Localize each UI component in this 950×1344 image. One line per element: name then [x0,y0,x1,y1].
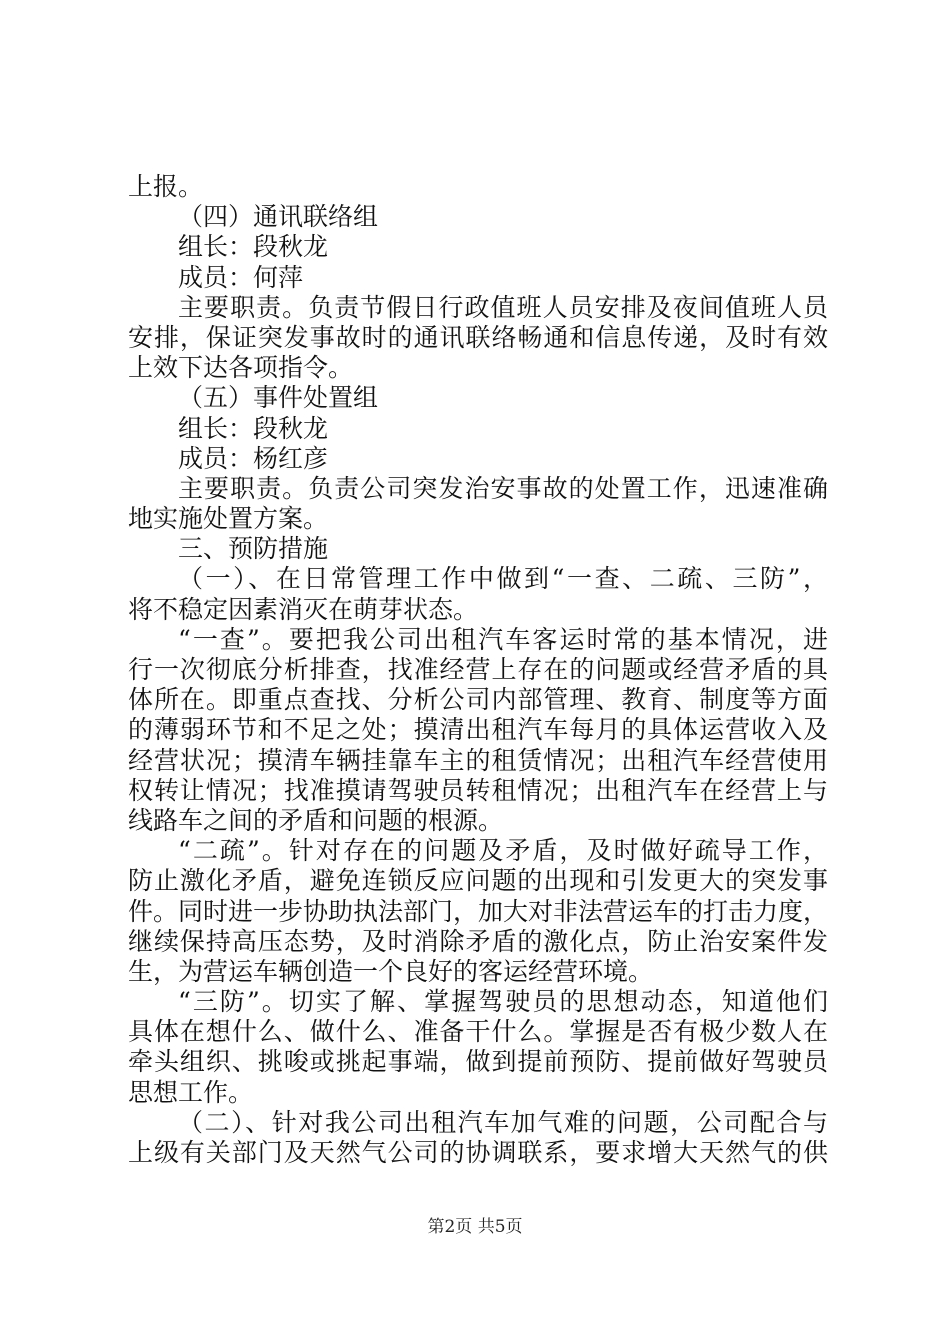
text-line: 牵头组织、挑唆或挑起事端，做到提前预防、提前做好驾驶员 [128,1047,828,1077]
text-line: 行一次彻底分析排查，找准经营上存在的问题或经营矛盾的具 [128,655,828,684]
section-heading: （四）通讯联络组 [178,202,379,232]
text-line: （二）、针对我公司出租汽车加气难的问题，公司配合与 [178,1107,828,1137]
text-line: “一查”。要把我公司出租汽车客运时常的基本情况，进 [178,624,828,654]
page-number-footer: 第2页 共5页 [427,1217,523,1237]
text-line: 安排，保证突发事故时的通讯联络畅通和信息传递，及时有效 [128,322,828,352]
text-line: 上级有关部门及天然气公司的协调联系，要求增大天然气的供 [128,1138,828,1167]
text-line: 地实施处置方案。 [128,504,329,534]
text-line: 成员：杨红彦 [178,443,329,473]
section-heading: （五）事件处置组 [178,383,379,413]
text-line: “二疏”。针对存在的问题及矛盾，及时做好疏导工作， [178,836,828,866]
text-line: 具体在想什么、做什么、准备干什么。掌握是否有极少数人在 [128,1017,828,1047]
text-line: 上效下达各项指令。 [128,353,354,383]
text-line: 线路车之间的矛盾和问题的根源。 [128,805,504,835]
text-line: 主要职责。负责公司突发治安事故的处置工作，迅速准确 [178,473,828,503]
text-line: 将不稳定因素消灭在萌芽状态。 [128,594,479,624]
text-line: 主要职责。负责节假日行政值班人员安排及夜间值班人员 [178,292,828,322]
text-line: 组长：段秋龙 [178,413,329,443]
text-line: 权转让情况；找准摸请驾驶员转租情况；出租汽车在经营上与 [128,775,828,805]
text-line: 防止激化矛盾，避免连锁反应问题的出现和引发更大的突发事 [128,866,828,896]
document-body [128,172,828,1168]
text-line: 上报。 [128,172,204,201]
text-line: 经营状况；摸清车辆挂靠车主的租赁情况；出租汽车经营使用 [128,745,828,775]
text-line: 件。同时进一步协助执法部门，加大对非法营运车的打击力度， [128,896,829,926]
text-line: 体所在。即重点查找、分析公司内部管理、教育、制度等方面 [128,685,828,715]
text-line: 的薄弱环节和不足之处；摸清出租汽车每月的具体运营收入及 [128,715,828,745]
text-line: 组长：段秋龙 [178,232,329,262]
section-heading: 三、预防措施 [178,534,329,564]
text-line: “三防”。切实了解、掌握驾驶员的思想动态，知道他们 [178,987,828,1017]
text-line: 思想工作。 [128,1077,254,1107]
text-line: 继续保持高压态势，及时消除矛盾的激化点，防止治安案件发 [128,926,828,956]
text-line: （一）、在日常管理工作中做到“一查、二疏、三防”， [178,564,828,594]
text-line: 生，为营运车辆创造一个良好的客运经营环境。 [128,956,654,986]
text-line: 成员：何萍 [178,262,304,292]
